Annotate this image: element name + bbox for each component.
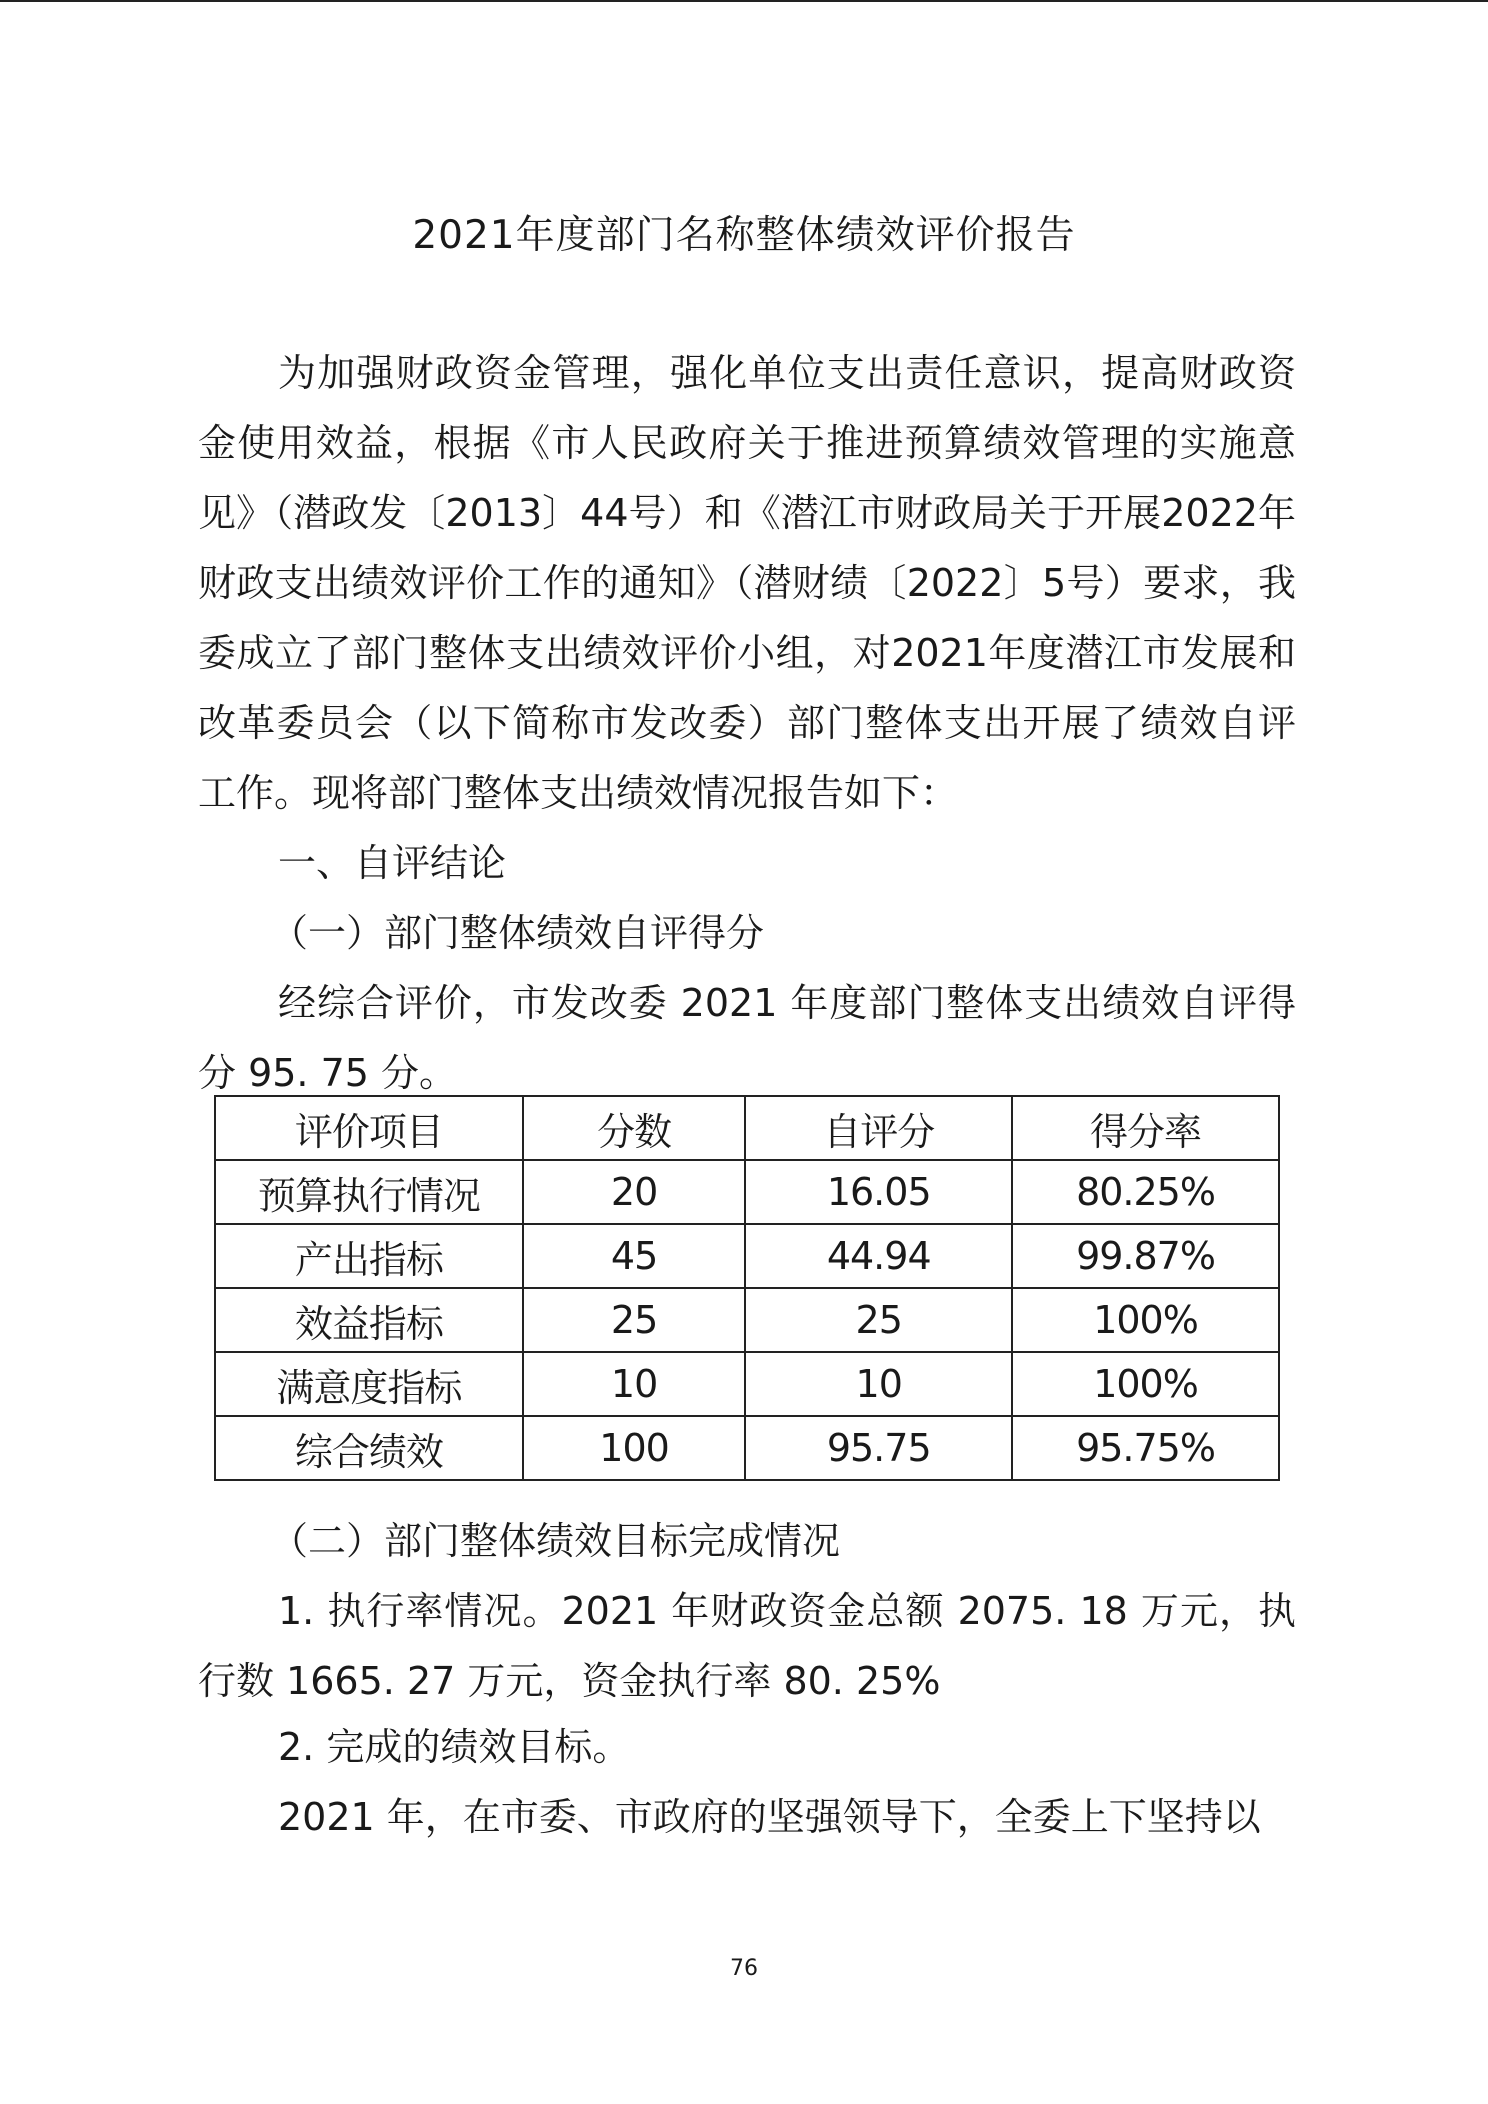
cell-points: 45 xyxy=(523,1224,746,1288)
execution-rate-paragraph: 1. 执行率情况。2021 年财政资金总额 2075. 18 万元，执行数 1665. 27 万元，资金执行率 80. 25% xyxy=(198,1589,1296,1703)
header-score-rate: 得分率 xyxy=(1012,1096,1279,1160)
subsection-heading-targets: （二）部门整体绩效目标完成情况 xyxy=(270,1519,841,1563)
top-border-line xyxy=(0,0,1488,2)
cell-points: 10 xyxy=(523,1352,746,1416)
header-points: 分数 xyxy=(523,1096,746,1160)
completed-targets-item: 2. 完成的绩效目标。 xyxy=(278,1725,631,1769)
cell-item: 满意度指标 xyxy=(215,1352,523,1416)
table-row xyxy=(215,1224,1279,1288)
cell-rate: 95.75% xyxy=(1012,1416,1279,1480)
cell-self-score: 16.05 xyxy=(745,1160,1012,1224)
table-row xyxy=(215,1288,1279,1352)
cell-points: 25 xyxy=(523,1288,746,1352)
table-row xyxy=(215,1416,1279,1480)
cell-self-score: 44.94 xyxy=(745,1224,1012,1288)
cell-rate: 100% xyxy=(1012,1288,1279,1352)
cell-rate: 80.25% xyxy=(1012,1160,1279,1224)
score-table xyxy=(214,1095,1280,1481)
table-header-row xyxy=(215,1096,1279,1160)
closing-paragraph: 2021 年，在市委、市政府的坚强领导下，全委上下坚持以 xyxy=(278,1795,1261,1839)
cell-self-score: 95.75 xyxy=(745,1416,1012,1480)
cell-item: 效益指标 xyxy=(215,1288,523,1352)
table-row xyxy=(215,1352,1279,1416)
cell-self-score: 10 xyxy=(745,1352,1012,1416)
score-summary-paragraph: 经综合评价，市发改委 2021 年度部门整体支出绩效自评得分 95. 75 分。 xyxy=(198,981,1296,1095)
intro-paragraph: 为加强财政资金管理，强化单位支出责任意识，提高财政资金使用效益，根据《市人民政府关于推进预算绩效管理的实施意见》（潜政发〔2013〕44号）和《潜江市财政局关于开展2022年财政支出绩效评价工作的通知》（潜财绩〔2022〕5号）要求，我委成立了部门整体支出绩效评价小组，对2021年度潜江市发展和改革委员会（以下简称市发改委）部门整体支出开展了绩效自评工作。现将部门整体支出绩效情况报告如下： xyxy=(198,351,1296,815)
cell-item: 预算执行情况 xyxy=(215,1160,523,1224)
header-self-score: 自评分 xyxy=(745,1096,1012,1160)
section-heading-conclusion: 一、自评结论 xyxy=(278,841,507,885)
table-row xyxy=(215,1160,1279,1224)
header-eval-item: 评价项目 xyxy=(215,1096,523,1160)
cell-self-score: 25 xyxy=(745,1288,1012,1352)
cell-item: 产出指标 xyxy=(215,1224,523,1288)
cell-points: 20 xyxy=(523,1160,746,1224)
cell-rate: 100% xyxy=(1012,1352,1279,1416)
cell-item: 综合绩效 xyxy=(215,1416,523,1480)
subsection-heading-score: （一）部门整体绩效自评得分 xyxy=(270,911,765,955)
document-title: 2021年度部门名称整体绩效评价报告 xyxy=(412,213,1076,258)
cell-rate: 99.87% xyxy=(1012,1224,1279,1288)
page-number: 76 xyxy=(730,1956,758,1981)
cell-points: 100 xyxy=(523,1416,746,1480)
